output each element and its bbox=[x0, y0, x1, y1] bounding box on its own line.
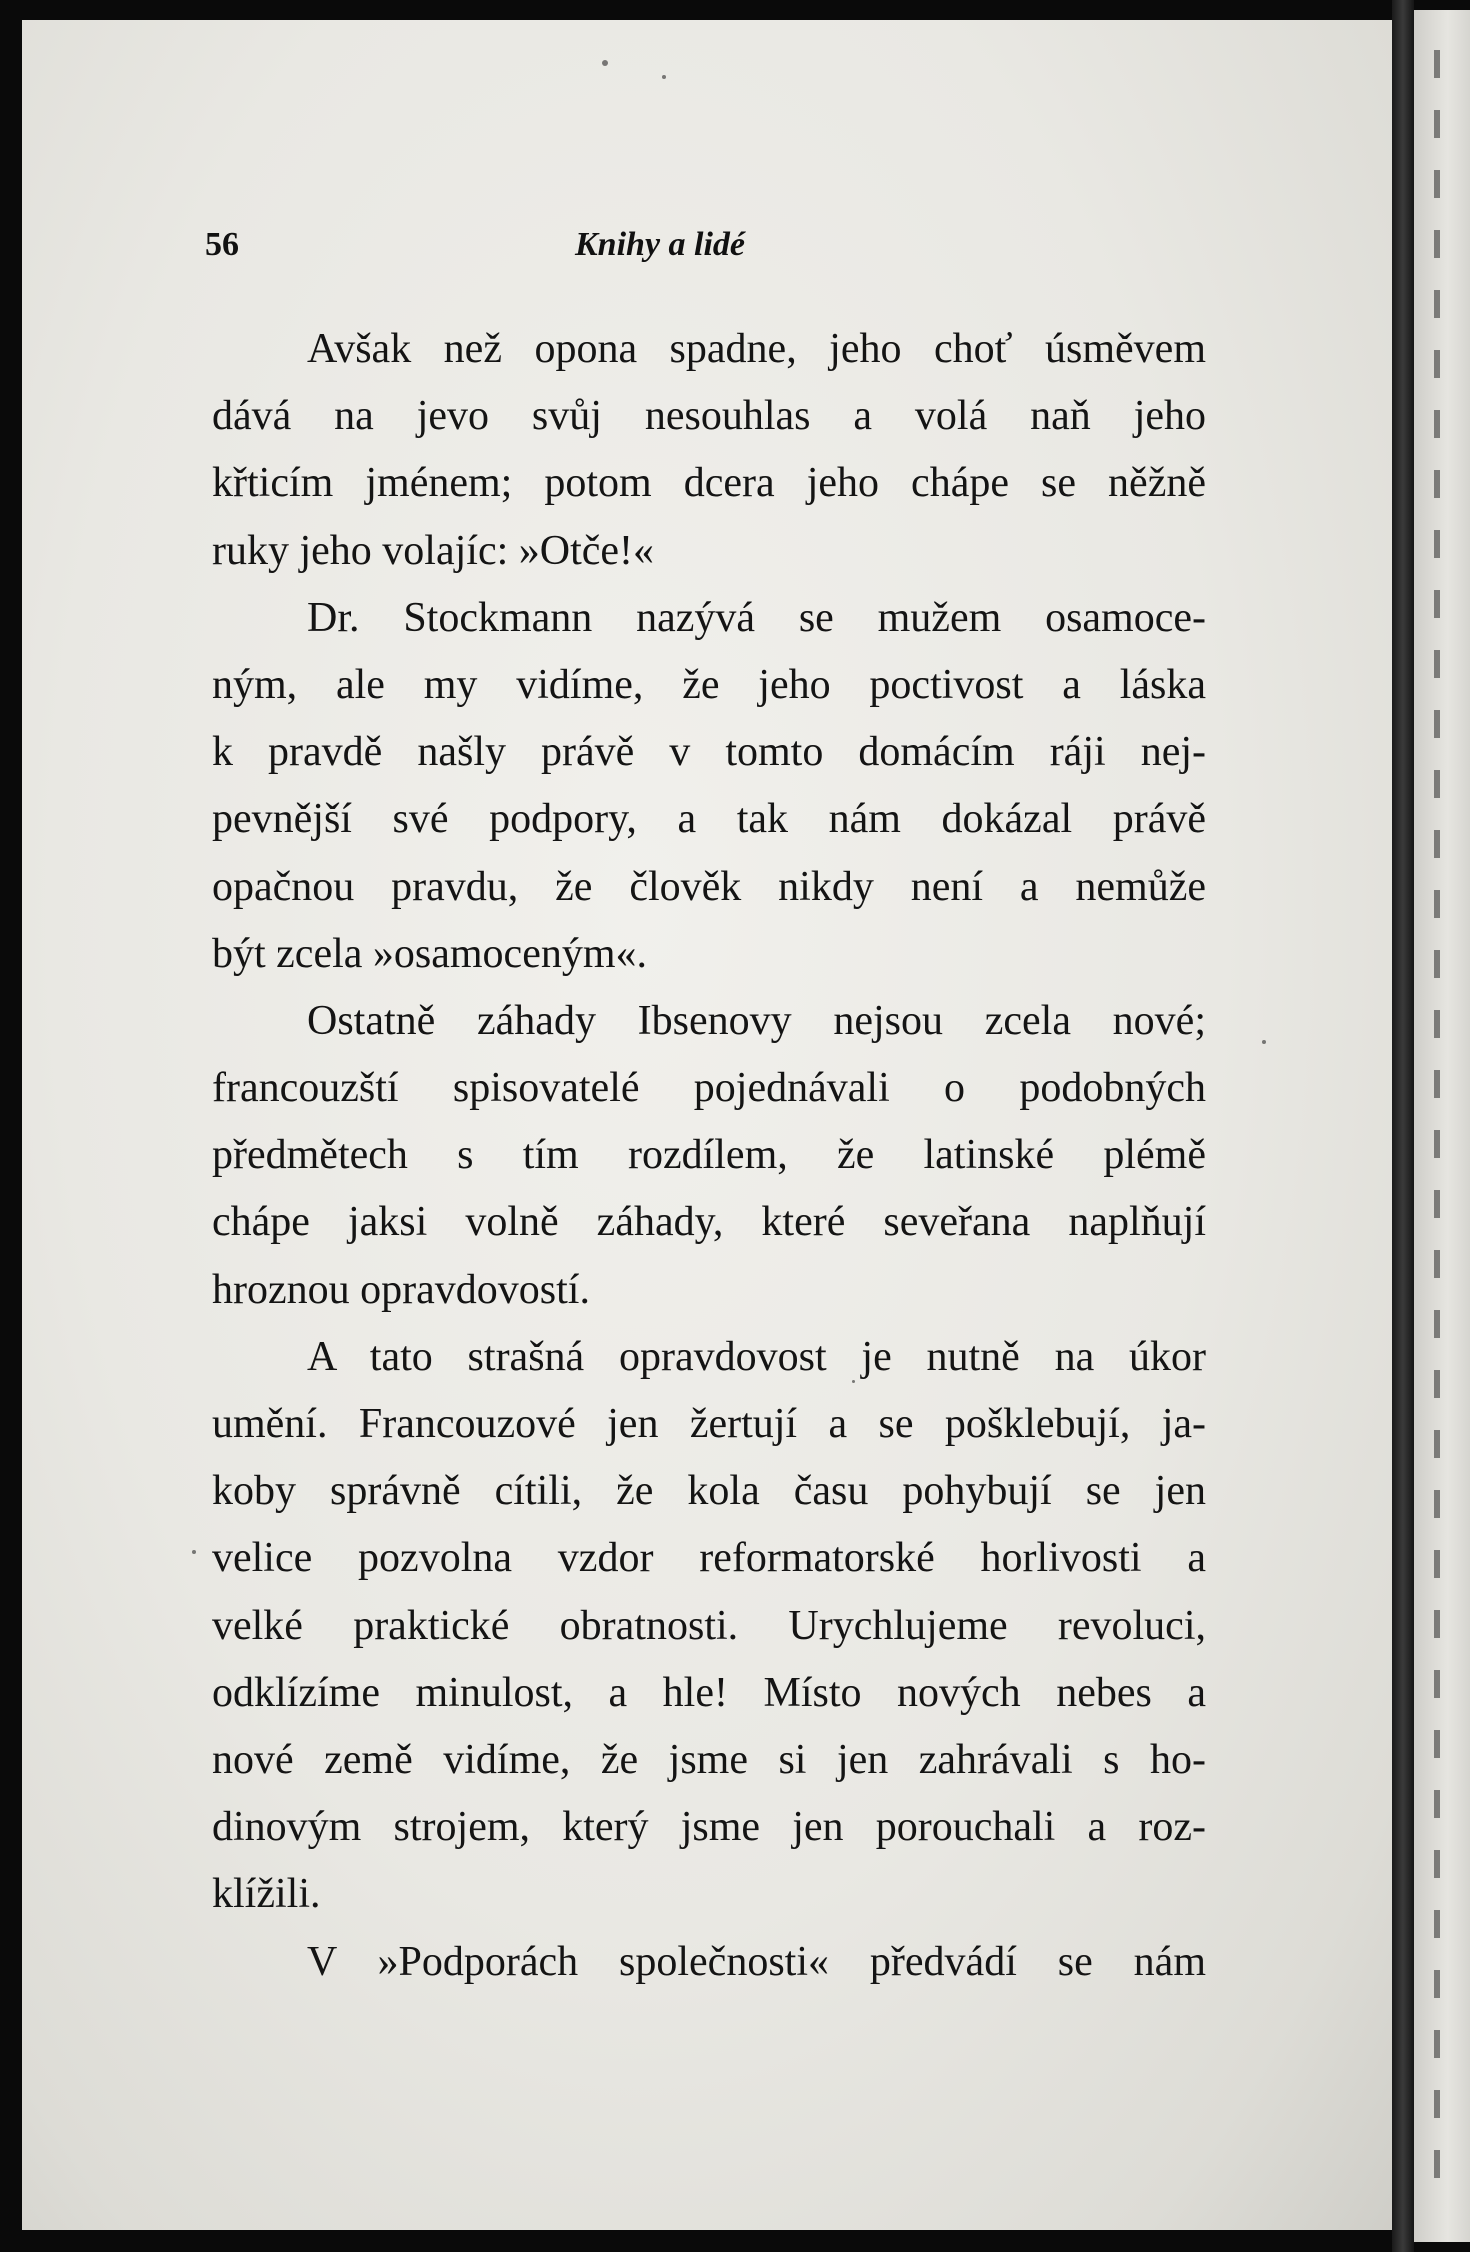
text-line: velké praktické obratnosti. Urychlujeme revoluci, bbox=[212, 1602, 1206, 1649]
adjacent-page-edge bbox=[1414, 10, 1470, 2242]
text-line: Dr. Stockmann nazývá se mužem osamoce- bbox=[307, 594, 1206, 641]
book-spine bbox=[1392, 0, 1414, 2252]
text-line: umění. Francouzové jen žertují a se pošklebují, ja- bbox=[212, 1401, 1206, 1447]
text-line: koby správně cítili, že kola času pohybují se jen bbox=[212, 1468, 1206, 1515]
text-line: A tato strašná opravdovost je nutně na úkor bbox=[307, 1333, 1206, 1380]
page-number: 56 bbox=[205, 226, 239, 263]
text-line: k pravdě našly právě v tomto domácím ráji nej- bbox=[212, 729, 1206, 776]
print-speck bbox=[662, 75, 666, 79]
text-line: V »Podporách společnosti« předvádí se nám bbox=[307, 1938, 1206, 1985]
body-text bbox=[212, 316, 1206, 1996]
running-title: Knihy a lidé bbox=[575, 226, 746, 263]
text-line: být zcela »osamoceným«. bbox=[212, 930, 648, 977]
text-line: předmětech s tím rozdílem, že latinské plémě bbox=[212, 1132, 1206, 1179]
print-speck bbox=[602, 60, 608, 66]
text-line: opačnou pravdu, že člověk nikdy není a nemůže bbox=[212, 863, 1206, 910]
text-line: klížili. bbox=[212, 1871, 321, 1918]
text-line: Avšak než opona spadne, jeho choť úsměvem bbox=[307, 326, 1206, 372]
text-line: pevnější své podpory, a tak nám dokázal právě bbox=[212, 796, 1206, 843]
text-line: ruky jeho volajíc: »Otče!« bbox=[212, 527, 655, 574]
text-line: francouzští spisovatelé pojednávali o podobných bbox=[212, 1065, 1206, 1112]
text-line: dává na jevo svůj nesouhlas a volá naň jeho bbox=[212, 393, 1206, 440]
text-line: dinovým strojem, který jsme jen porouchali a roz- bbox=[212, 1804, 1206, 1851]
print-speck bbox=[1262, 1040, 1266, 1044]
text-line: ným, ale my vidíme, že jeho poctivost a láska bbox=[212, 661, 1206, 708]
text-line: hroznou opravdovostí. bbox=[212, 1266, 590, 1313]
text-line: chápe jaksi volně záhady, které seveřana naplňují bbox=[212, 1199, 1206, 1246]
print-speck bbox=[192, 1550, 196, 1554]
text-line: nové země vidíme, že jsme si jen zahrávali s ho- bbox=[212, 1736, 1206, 1783]
text-line: velice pozvolna vzdor reformatorské horlivosti a bbox=[212, 1535, 1206, 1582]
page-header bbox=[205, 226, 1205, 276]
text-line: křticím jménem; potom dcera jeho chápe se něžně bbox=[212, 460, 1206, 507]
text-line: odklízíme minulost, a hle! Místo nových nebes a bbox=[212, 1669, 1206, 1716]
text-line: Ostatně záhady Ibsenovy nejsou zcela nové; bbox=[307, 997, 1206, 1044]
